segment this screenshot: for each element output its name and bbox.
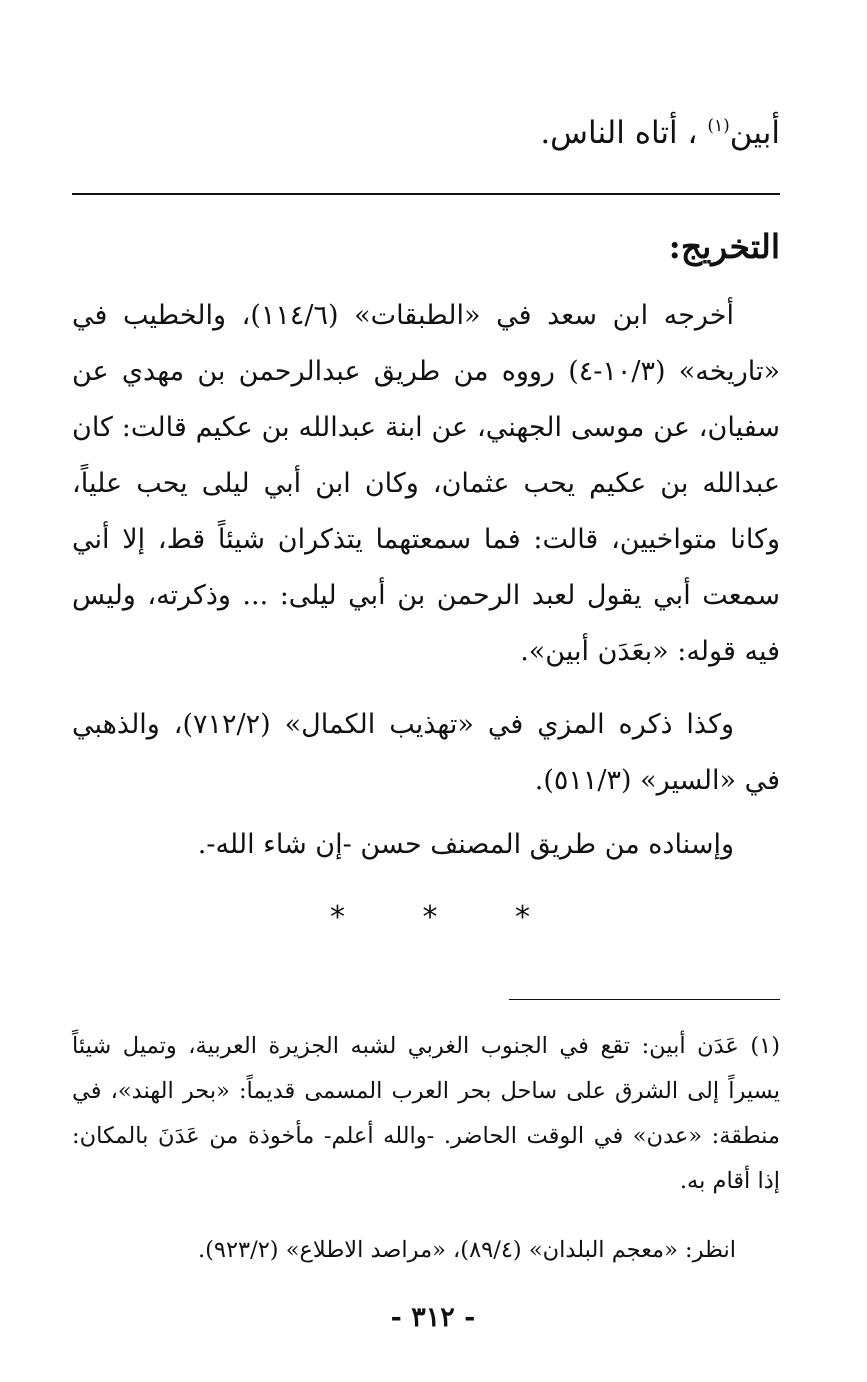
footnote-divider (509, 999, 780, 1000)
footnote-references: انظر: «معجم البلدان» (٨٩/٤)، «مراصد الاطلاع» (٩٢٣/٢). (197, 1237, 736, 1263)
section-heading: التخريج: (668, 227, 780, 266)
footnote-reference[interactable]: (١) (707, 116, 730, 136)
paragraph-mizzi: وكذا ذكره المزي في «تهذيب الكمال» (٧١٢/٢)، والذهبي في «السير» (٥١١/٣). (72, 709, 780, 796)
paragraph-isnad: وإسناده من طريق المصنف حسن -إن شاء الله-. (197, 829, 734, 860)
section-divider (72, 193, 780, 195)
separator-star: * (330, 900, 345, 935)
top-line-rest: ، أتاه الناس. (540, 115, 698, 151)
top-line-word: أبين (729, 115, 780, 151)
separator-star: * (515, 900, 530, 935)
separator-stars (330, 898, 530, 938)
separator-star: * (422, 900, 438, 935)
page-number: - ٣١٢ - (390, 1302, 476, 1333)
paragraph-takhrij: أخرجه ابن سعد في «الطبقات» (١١٤/٦)، والخطيب في «تاريخه» (١٠/٣-٤) رووه من طريق عبدالرحمن بن مهدي عن سفيان، عن موسى الجهني، عن ابنة عبدالله بن عكيم قالت: كان عبدالله بن عكيم يحب عثمان، وكان ابن أبي ليلى يحب علياً، وكانا متواخيين، قالت: فما سمعتهما يتذكران شيئاً قط، إلا أني سمعت أبي يقول لعبد الرحمن بن أبي ليلى: ... وذكرته، وليس فيه قوله: «بعَدَن أبين». (72, 300, 780, 667)
continued-text-line (72, 108, 780, 158)
footnote-text: (١) عَدَن أبين: تقع في الجنوب الغربي لشبه الجزيرة العربية، وتميل شيئاً يسيراً إلى الشرق على ساحل بحر العرب المسمى قديماً: «بحر الهند»، في منطقة: «عدن» في الوقت الحاضر. -والله أعلم- مأخوذة من عَدَنَ بالمكان: إذا أقام به. (72, 1033, 780, 1194)
